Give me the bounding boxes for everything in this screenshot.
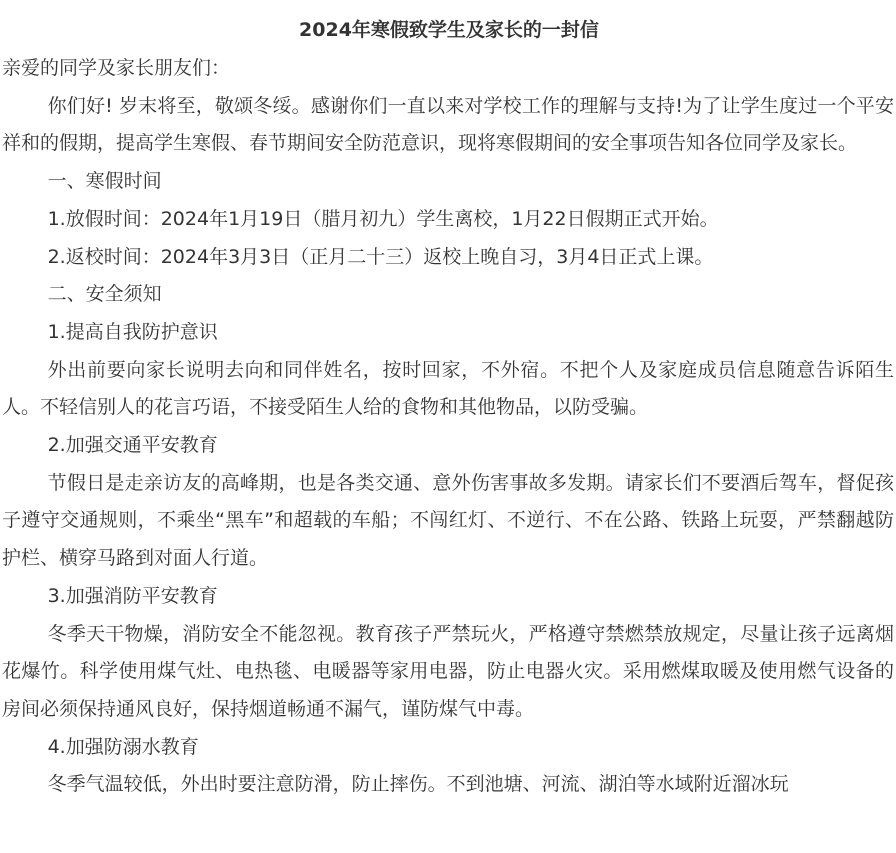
paragraph-fire-safety: 冬季天干物燥，消防安全不能忽视。教育孩子严禁玩火，严格遵守禁燃禁放规定，尽量让孩子远离烟花爆竹。科学使用煤气灶、电热毯、电暖器等家用电器，防止电器火灾。采用燃煤取暖及使用燃气设备的房间必须保持通风良好，保持烟道畅通不漏气，谨防煤气中毒。 <box>2 622 894 720</box>
letter-title: 2024年寒假致学生及家长的一封信 <box>299 19 599 41</box>
subheading-drowning-prevention: 4.加强防溺水教育 <box>47 735 199 758</box>
paragraph-drowning-prevention: 冬季气温较低，外出时要注意防滑，防止摔伤。不到池塘、河流、湖泊等水域附近溜冰玩 <box>47 773 789 796</box>
section-heading-safety: 二、安全须知 <box>47 283 162 306</box>
paragraph-greeting: 你们好! 岁末将至，敬颂冬绥。感谢你们一直以来对学校工作的理解与支持!为了让学生度过一个平安祥和的假期，提高学生寒假、春节期间安全防范意识，现将寒假期间的安全事项告知各位同学及家长。 <box>2 94 894 155</box>
paragraph-self-protection: 外出前要向家长说明去向和同伴姓名，按时回家，不外宿。不把个人及家庭成员信息随意告诉陌生人。不轻信别人的花言巧语，不接受陌生人给的食物和其他物品，以防受骗。 <box>2 358 894 419</box>
holiday-start-item: 1.放假时间：2024年1月19日（腊月初九）学生离校，1月22日假期正式开始。 <box>47 207 719 230</box>
salutation: 亲爱的同学及家长朋友们： <box>2 57 231 79</box>
return-school-item: 2.返校时间：2024年3月3日（正月二十三）返校上晚自习，3月4日正式上课。 <box>47 245 714 268</box>
paragraph-traffic-safety: 节假日是走亲访友的高峰期，也是各类交通、意外伤害事故多发期。请家长们不要酒后驾车，督促孩子遵守交通规则，不乘坐“黑车”和超载的车船；不闯红灯、不逆行、不在公路、铁路上玩耍，严禁翻越防护栏、横穿马路到对面人行道。 <box>2 471 894 570</box>
subheading-self-protection: 1.提高自我防护意识 <box>47 320 218 343</box>
section-heading-holiday-time: 一、寒假时间 <box>47 170 162 193</box>
subheading-fire-safety: 3.加强消防平安教育 <box>47 584 218 607</box>
subheading-traffic-safety: 2.加强交通平安教育 <box>47 434 218 457</box>
